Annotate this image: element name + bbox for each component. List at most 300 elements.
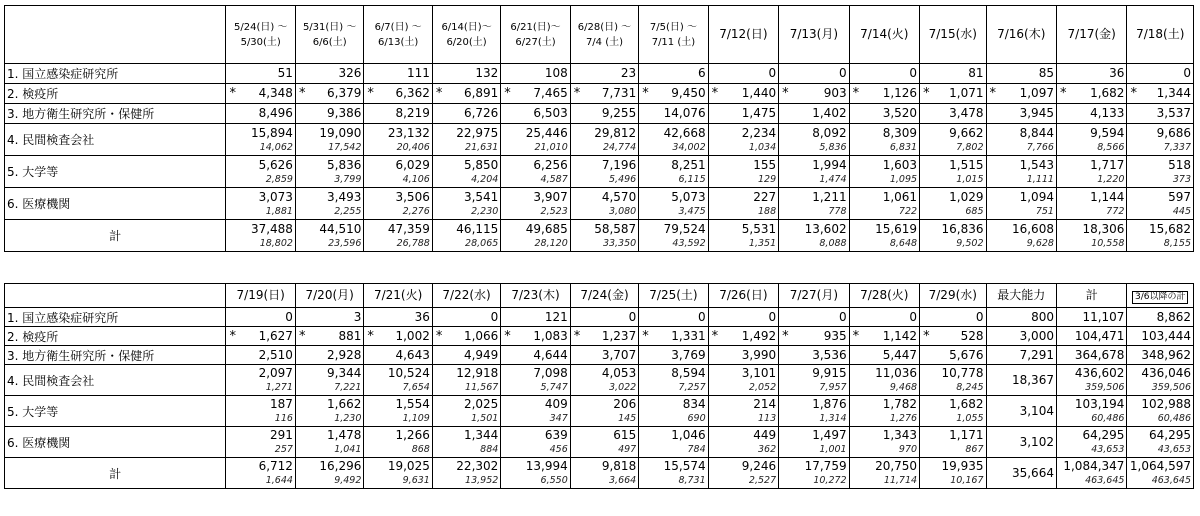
value-cell xyxy=(920,156,986,188)
test-count: 6,712 xyxy=(258,459,293,473)
sub-count: 8,088 xyxy=(819,237,847,249)
value-cell xyxy=(779,124,849,156)
sub-count: 8,731 xyxy=(678,475,706,486)
sub-count: 4,204 xyxy=(471,173,499,185)
value-cell xyxy=(570,220,638,252)
value-cell xyxy=(1127,365,1194,396)
test-count: 104,471 xyxy=(1074,328,1125,343)
sub-count: 9,631 xyxy=(402,475,430,486)
test-count: 364,678 xyxy=(1074,347,1125,362)
column-header-text: 6/28(日) ～ xyxy=(577,21,632,33)
test-count: 1,717 xyxy=(1090,157,1125,172)
value-cell xyxy=(986,188,1056,220)
sub-count: 9,628 xyxy=(1026,237,1054,249)
column-header-text: 7/26(日) xyxy=(719,288,768,302)
test-count: 187 xyxy=(270,397,293,411)
column-header-text: 6/21(日)～ xyxy=(510,21,561,33)
value-cell xyxy=(570,188,638,220)
test-count: 44,510 xyxy=(319,221,362,236)
column-header-text: 最大能力 xyxy=(997,288,1046,302)
test-count: * 1,331 xyxy=(671,328,706,343)
sub-count: 3,799 xyxy=(334,173,362,185)
test-count: * 6,891 xyxy=(463,86,499,100)
column-header-text: 7/17(金) xyxy=(1067,27,1116,41)
test-count: 108 xyxy=(544,66,568,80)
test-count: 19,025 xyxy=(387,459,430,473)
value-cell xyxy=(501,220,570,252)
test-count: 121 xyxy=(544,309,568,324)
quarantine-cell-asterisk xyxy=(295,327,363,346)
test-count: 9,686 xyxy=(1156,125,1191,140)
value-cell xyxy=(570,458,638,489)
test-count: 0 xyxy=(909,66,918,80)
table-row xyxy=(5,346,1194,365)
test-count: 22,975 xyxy=(456,125,499,140)
column-header xyxy=(849,284,919,308)
test-count: 326 xyxy=(338,66,362,80)
sub-count: 463,645 xyxy=(1085,475,1125,486)
sub-count: 34,002 xyxy=(672,141,706,153)
test-count: 6 xyxy=(698,66,706,80)
test-count: 8,219 xyxy=(395,106,430,120)
value-cell xyxy=(501,64,570,84)
row-label: 計 xyxy=(5,458,226,489)
test-count: 5,676 xyxy=(949,347,984,362)
value-cell xyxy=(639,188,708,220)
value-cell xyxy=(779,64,849,84)
test-count: 11,036 xyxy=(875,366,918,380)
sub-count: 6,115 xyxy=(678,173,706,185)
test-count: 3,101 xyxy=(741,366,777,380)
value-cell xyxy=(708,156,778,188)
column-header xyxy=(779,284,849,308)
test-count: 23,132 xyxy=(387,125,430,140)
sub-count: 1,055 xyxy=(956,413,984,424)
test-count: * 935 xyxy=(823,328,847,343)
test-count: 18,306 xyxy=(1082,221,1125,236)
test-count: 4,053 xyxy=(601,366,637,380)
test-count: 4,644 xyxy=(533,347,568,362)
column-header xyxy=(226,284,295,308)
quarantine-cell-asterisk xyxy=(295,84,363,104)
quarantine-cell-asterisk xyxy=(501,84,570,104)
column-header-text: 6/27(土) xyxy=(515,36,556,48)
value-cell xyxy=(849,156,919,188)
sub-count: 26,788 xyxy=(396,237,430,249)
column-header-text: 7/4 (土) xyxy=(585,36,624,48)
test-count: 291 xyxy=(270,428,293,442)
test-count: 35,664 xyxy=(1011,465,1054,480)
quarantine-cell-asterisk xyxy=(986,84,1056,104)
value-cell xyxy=(708,220,778,252)
sub-count: 13,952 xyxy=(465,475,499,486)
test-count: 8,251 xyxy=(671,157,706,172)
value-cell xyxy=(226,396,295,427)
sub-count: 1,109 xyxy=(402,413,430,424)
row-label: 4. 民間検査会社 xyxy=(5,365,226,396)
value-cell xyxy=(364,104,432,124)
quarantine-cell-asterisk xyxy=(849,84,919,104)
column-header-text: 7/5(日) ～ xyxy=(649,21,697,33)
sub-count: 7,257 xyxy=(678,382,706,393)
test-count: 22,302 xyxy=(456,459,499,473)
sub-count: 1,220 xyxy=(1097,173,1125,185)
sub-count: 868 xyxy=(411,444,430,455)
test-count: 1,144 xyxy=(1090,189,1125,204)
sub-count: 7,957 xyxy=(819,382,847,393)
value-cell xyxy=(1127,64,1194,84)
test-count: 0 xyxy=(1183,66,1191,80)
value-cell xyxy=(920,396,986,427)
test-count: 409 xyxy=(544,397,568,411)
test-count: 15,619 xyxy=(875,221,918,236)
sub-count: 3,022 xyxy=(609,382,637,393)
test-count: 0 xyxy=(698,309,706,324)
sub-count: 60,486 xyxy=(1157,413,1191,424)
test-count: 1,994 xyxy=(812,157,847,172)
row-label: 3. 地方衛生研究所・保健所 xyxy=(5,346,226,365)
test-count: 9,255 xyxy=(601,106,637,120)
value-cell xyxy=(1127,308,1194,327)
table-row xyxy=(5,396,1194,427)
test-count: 19,090 xyxy=(319,125,362,140)
test-count: * 1,126 xyxy=(882,86,918,100)
sub-count: 9,492 xyxy=(334,475,362,486)
sub-count: 18,802 xyxy=(259,237,293,249)
test-count: 0 xyxy=(838,309,847,324)
column-header-text: 7/11 (土) xyxy=(651,36,696,48)
column-header-text: 7/27(月) xyxy=(789,288,839,302)
test-count: 1,662 xyxy=(327,397,362,411)
column-header xyxy=(986,6,1056,64)
test-count: * 7,465 xyxy=(533,86,568,100)
value-cell xyxy=(639,104,708,124)
value-cell xyxy=(779,396,849,427)
sub-count: 359,506 xyxy=(1151,382,1191,393)
test-count: 18,367 xyxy=(1011,372,1054,387)
table-row xyxy=(5,308,1194,327)
value-cell xyxy=(1056,220,1126,252)
column-header xyxy=(295,284,363,308)
value-cell xyxy=(432,64,500,84)
column-header-text: 7/24(金) xyxy=(580,288,629,302)
value-cell xyxy=(295,124,363,156)
value-cell xyxy=(432,156,500,188)
column-header xyxy=(639,6,708,64)
test-count: * 1,097 xyxy=(1019,86,1054,100)
column-header xyxy=(986,284,1056,308)
table-row xyxy=(5,427,1194,458)
column-header xyxy=(1127,284,1194,308)
value-cell xyxy=(1127,327,1194,346)
test-count: * 1,083 xyxy=(533,328,568,343)
value-cell xyxy=(708,308,778,327)
test-count: 3,707 xyxy=(601,347,637,362)
test-count: 0 xyxy=(768,309,777,324)
sub-count: 2,052 xyxy=(748,382,777,393)
value-cell xyxy=(226,156,295,188)
value-cell xyxy=(364,188,432,220)
sub-count: 188 xyxy=(757,205,777,217)
value-cell xyxy=(295,365,363,396)
value-cell xyxy=(639,427,708,458)
value-cell xyxy=(570,156,638,188)
value-cell xyxy=(708,188,778,220)
table-row xyxy=(5,64,1194,84)
value-cell xyxy=(1127,124,1194,156)
quarantine-cell-asterisk xyxy=(570,84,638,104)
test-count: 4,133 xyxy=(1090,106,1125,120)
value-cell xyxy=(779,458,849,489)
table-row xyxy=(5,365,1194,396)
sub-count: 7,337 xyxy=(1163,141,1191,153)
test-count: 29,812 xyxy=(594,125,637,140)
sub-count: 1,095 xyxy=(889,173,918,185)
sub-count: 784 xyxy=(687,444,706,455)
value-cell xyxy=(1056,365,1126,396)
value-cell xyxy=(364,346,432,365)
sub-count: 21,631 xyxy=(465,141,499,153)
sub-count: 456 xyxy=(549,444,568,455)
test-count: 3,506 xyxy=(395,189,430,204)
test-count: 5,531 xyxy=(741,221,777,236)
value-cell xyxy=(432,188,500,220)
test-count: 800 xyxy=(1031,309,1054,324)
test-count: 1,554 xyxy=(395,397,430,411)
value-cell xyxy=(501,458,570,489)
test-count: * 881 xyxy=(338,328,362,343)
value-cell xyxy=(920,427,986,458)
test-count: 4,949 xyxy=(463,347,499,362)
value-cell xyxy=(639,458,708,489)
test-count: 1,515 xyxy=(949,157,984,172)
column-header xyxy=(920,284,986,308)
row-label: 6. 医療機関 xyxy=(5,427,226,458)
quarantine-cell-asterisk xyxy=(501,327,570,346)
pcr-tests-table-may-july xyxy=(4,5,1194,252)
value-cell xyxy=(432,104,500,124)
column-header xyxy=(432,6,500,64)
column-header xyxy=(364,284,432,308)
sub-count: 2,255 xyxy=(334,205,362,217)
column-header xyxy=(1127,6,1194,64)
pcr-tests-table-july-totals xyxy=(4,283,1194,489)
test-count: 206 xyxy=(613,397,637,411)
quarantine-cell-asterisk xyxy=(920,327,986,346)
value-cell xyxy=(708,124,778,156)
sub-count: 373 xyxy=(1172,173,1191,185)
row-label: 4. 民間検査会社 xyxy=(5,124,226,156)
test-count: 0 xyxy=(490,309,499,324)
value-cell xyxy=(920,458,986,489)
test-count: 3,769 xyxy=(671,347,706,362)
test-count: 0 xyxy=(285,309,293,324)
sub-count: 1,271 xyxy=(265,382,293,393)
test-count: 13,994 xyxy=(525,459,568,473)
quarantine-cell-asterisk xyxy=(226,327,295,346)
column-header-text: 7/13(月) xyxy=(789,27,839,41)
value-cell xyxy=(1127,156,1194,188)
column-header-text: 7/25(土) xyxy=(649,288,698,302)
quarantine-cell-asterisk xyxy=(708,84,778,104)
test-count: * 1,002 xyxy=(395,328,430,343)
column-header-text: 5/31(日) ～ xyxy=(302,21,357,33)
header-corner xyxy=(5,284,226,308)
value-cell xyxy=(920,64,986,84)
column-header xyxy=(849,6,919,64)
test-count: 9,386 xyxy=(327,106,362,120)
sub-count: 2,276 xyxy=(402,205,430,217)
sub-count: 10,558 xyxy=(1091,237,1125,249)
value-cell xyxy=(779,156,849,188)
sub-count: 20,406 xyxy=(396,141,430,153)
test-count: 15,894 xyxy=(250,125,293,140)
test-count: 2,928 xyxy=(327,347,362,362)
test-count: 103,444 xyxy=(1141,328,1191,343)
value-cell xyxy=(364,124,432,156)
quarantine-cell-asterisk xyxy=(226,84,295,104)
test-count: 597 xyxy=(1168,189,1191,204)
value-cell xyxy=(708,64,778,84)
value-cell xyxy=(779,427,849,458)
test-count: * 7,731 xyxy=(601,86,637,100)
test-count: 4,643 xyxy=(395,347,430,362)
value-cell xyxy=(849,427,919,458)
sub-count: 347 xyxy=(549,413,568,424)
test-count: * 6,379 xyxy=(327,86,362,100)
sub-count: 359,506 xyxy=(1085,382,1125,393)
test-count: 1,211 xyxy=(812,189,847,204)
quarantine-cell-asterisk xyxy=(432,327,500,346)
quarantine-cell-asterisk xyxy=(1127,84,1194,104)
column-header-text: 3/6以降の計 xyxy=(1132,291,1189,304)
sub-count: 690 xyxy=(687,413,706,424)
test-count: 1,543 xyxy=(1019,157,1054,172)
sub-count: 116 xyxy=(274,413,293,424)
column-header xyxy=(779,6,849,64)
sub-count: 2,230 xyxy=(471,205,499,217)
test-count: * 1,627 xyxy=(258,328,293,343)
column-header xyxy=(1056,6,1126,64)
test-count: 5,447 xyxy=(882,347,918,362)
value-cell xyxy=(639,124,708,156)
column-header xyxy=(708,6,778,64)
value-cell xyxy=(1127,346,1194,365)
value-cell xyxy=(364,396,432,427)
test-count: 6,726 xyxy=(463,106,499,120)
test-count: 5,073 xyxy=(671,189,706,204)
test-count: 5,850 xyxy=(463,157,499,172)
sub-count: 5,836 xyxy=(819,141,847,153)
value-cell xyxy=(226,427,295,458)
value-cell xyxy=(1056,427,1126,458)
sub-count: 6,831 xyxy=(889,141,918,153)
value-cell xyxy=(1127,396,1194,427)
test-count: 3,990 xyxy=(741,347,777,362)
value-cell xyxy=(364,458,432,489)
sub-count: 8,566 xyxy=(1097,141,1125,153)
test-count: 6,503 xyxy=(533,106,568,120)
value-cell xyxy=(570,64,638,84)
sub-count: 43,653 xyxy=(1157,444,1191,455)
value-cell xyxy=(501,365,570,396)
sub-count: 867 xyxy=(965,444,984,455)
value-cell xyxy=(849,308,919,327)
value-cell xyxy=(364,427,432,458)
sub-count: 5,747 xyxy=(540,382,568,393)
test-count: * 1,344 xyxy=(1156,86,1191,100)
sub-count: 28,065 xyxy=(465,237,499,249)
quarantine-cell-asterisk xyxy=(920,84,986,104)
test-count: 3,073 xyxy=(258,189,293,204)
sub-count: 9,502 xyxy=(956,237,984,249)
value-cell xyxy=(570,308,638,327)
test-count: 9,662 xyxy=(949,125,984,140)
test-count: 9,818 xyxy=(601,459,637,473)
value-cell xyxy=(570,346,638,365)
column-header-text: 7/15(水) xyxy=(928,27,977,41)
test-count: 449 xyxy=(753,428,777,442)
value-cell xyxy=(226,308,295,327)
value-cell xyxy=(920,104,986,124)
test-count: 37,488 xyxy=(250,221,293,236)
table-row xyxy=(5,124,1194,156)
column-header-text: 6/7(日) ～ xyxy=(374,21,422,33)
value-cell xyxy=(1056,104,1126,124)
value-cell xyxy=(639,396,708,427)
table-row xyxy=(5,156,1194,188)
test-count: 7,196 xyxy=(601,157,637,172)
value-cell xyxy=(295,427,363,458)
value-cell xyxy=(295,396,363,427)
value-cell xyxy=(986,346,1056,365)
test-count: 3,537 xyxy=(1156,106,1191,120)
test-count: 17,759 xyxy=(804,459,847,473)
value-cell xyxy=(920,365,986,396)
test-count: 46,115 xyxy=(456,221,499,236)
value-cell xyxy=(779,104,849,124)
table-row xyxy=(5,458,1194,489)
test-count: 1,064,597 xyxy=(1129,459,1191,473)
test-count: 1,475 xyxy=(741,106,777,120)
value-cell xyxy=(849,346,919,365)
sub-count: 2,523 xyxy=(540,205,568,217)
quarantine-cell-asterisk xyxy=(708,327,778,346)
value-cell xyxy=(1127,188,1194,220)
test-count: 4,570 xyxy=(601,189,637,204)
value-cell xyxy=(986,220,1056,252)
value-cell xyxy=(849,124,919,156)
value-cell xyxy=(1056,458,1126,489)
test-count: * 9,450 xyxy=(671,86,706,100)
value-cell xyxy=(986,365,1056,396)
test-count: 25,446 xyxy=(525,125,568,140)
test-count: 1,266 xyxy=(395,428,430,442)
sub-count: 722 xyxy=(898,205,918,217)
value-cell xyxy=(501,104,570,124)
column-header-text: 6/6(土) xyxy=(312,36,347,48)
test-count: 1,046 xyxy=(671,428,706,442)
column-header xyxy=(1056,284,1126,308)
sub-count: 1,001 xyxy=(819,444,847,455)
value-cell xyxy=(779,308,849,327)
value-cell xyxy=(226,124,295,156)
value-cell xyxy=(708,104,778,124)
test-count: 8,862 xyxy=(1156,309,1191,324)
sub-count: 1,111 xyxy=(1026,173,1054,185)
sub-count: 2,527 xyxy=(748,475,777,486)
value-cell xyxy=(226,104,295,124)
